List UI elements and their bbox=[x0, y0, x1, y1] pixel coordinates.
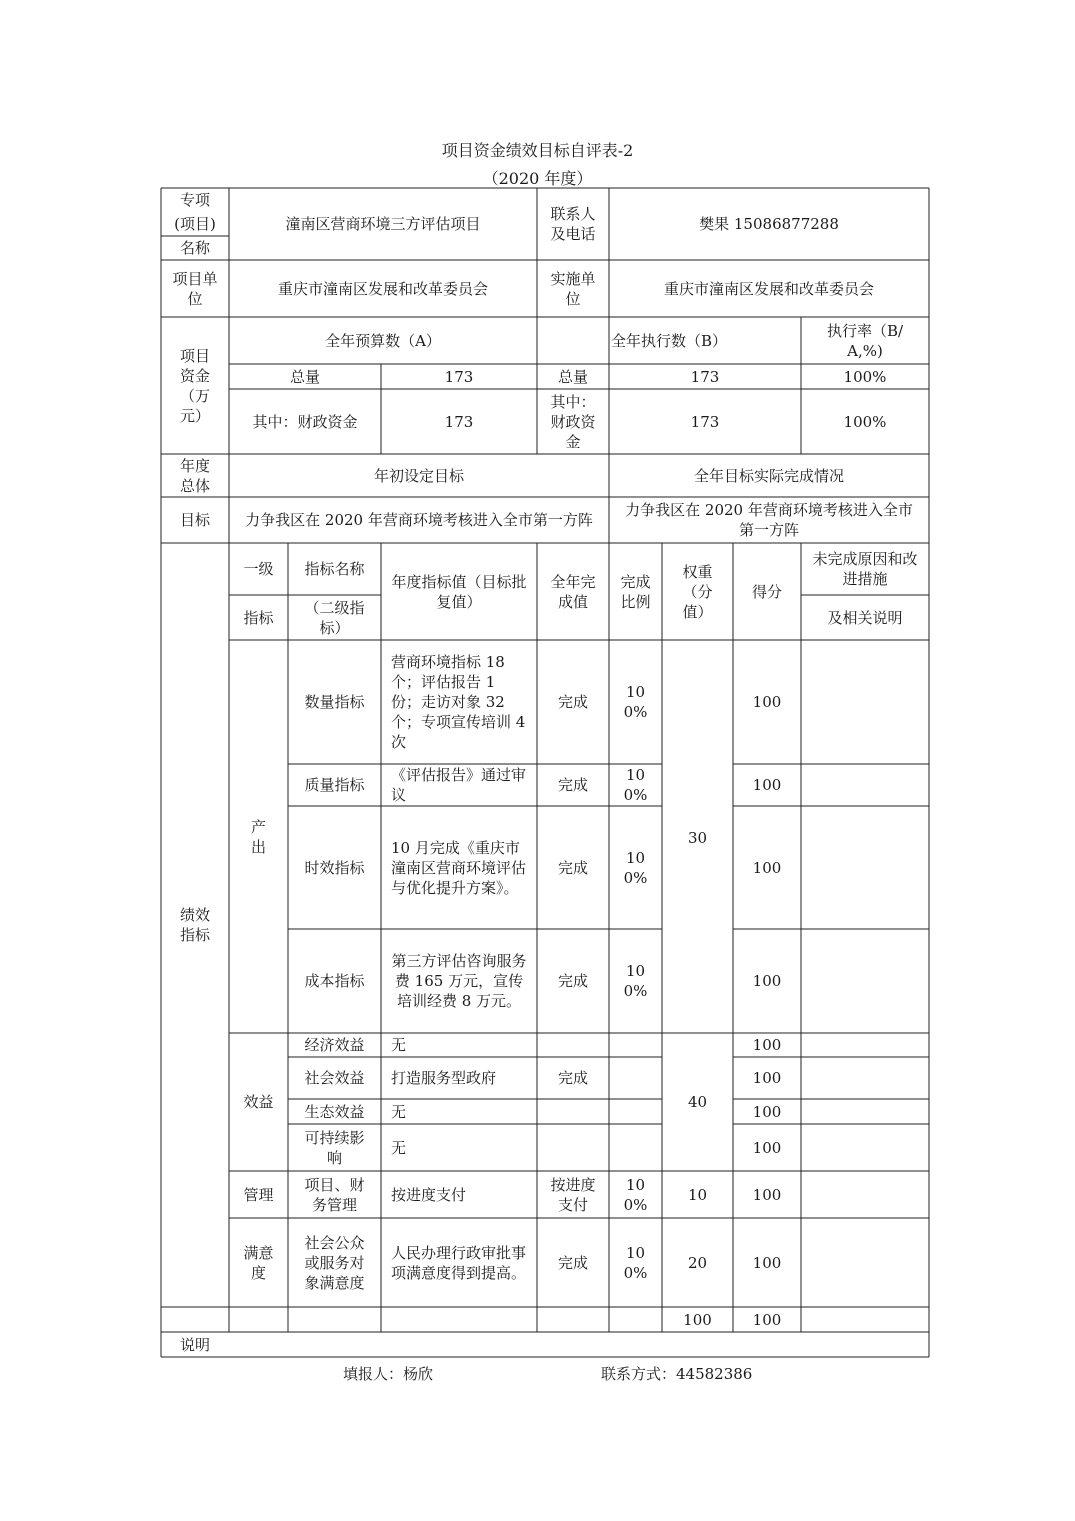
indicator-value: 按进度支付 bbox=[391, 1185, 467, 1204]
impl-unit-label: 实施单位 bbox=[550, 269, 596, 308]
indicator-reason bbox=[801, 806, 929, 929]
total-weight: 100 bbox=[683, 1310, 712, 1329]
header-level1-a: 一级 bbox=[243, 560, 274, 578]
indicator-ratio: 100% bbox=[623, 848, 648, 887]
overall-goal-label: 年度总体 bbox=[179, 456, 210, 495]
indicator-name: 数量指标 bbox=[304, 693, 365, 711]
indicator-value: 《评估报告》通过审议 bbox=[391, 766, 527, 804]
header-value: 年度指标值（目标批复值） bbox=[391, 572, 527, 611]
header-weight: 权重（分值） bbox=[682, 562, 713, 621]
project-name-label-3: 名称 bbox=[179, 239, 210, 257]
indicator-reason bbox=[801, 1218, 929, 1307]
indicator-name: 项目、财务管理 bbox=[304, 1175, 365, 1214]
header-ratio: 完成比例 bbox=[620, 572, 651, 611]
indicator-ratio: 100% bbox=[623, 766, 648, 804]
indicator-done bbox=[537, 1124, 609, 1171]
indicator-reason bbox=[801, 1124, 929, 1171]
contact-value: 樊果 15086877288 bbox=[699, 215, 839, 233]
weight-benefit: 40 bbox=[687, 1093, 708, 1111]
indicator-ratio bbox=[609, 1124, 662, 1171]
project-unit-label: 项目单位 bbox=[172, 269, 218, 308]
indicator-ratio: 100% bbox=[623, 683, 648, 721]
weight-output: 30 bbox=[687, 829, 708, 847]
indicator-ratio: 100% bbox=[623, 1243, 648, 1282]
indicator-done bbox=[537, 1033, 609, 1057]
indicator-score: 100 bbox=[752, 1069, 782, 1087]
exec-header: 全年执行数（B） bbox=[610, 331, 728, 350]
indicator-name: 经济效益 bbox=[304, 1036, 365, 1054]
indicator-value: 第三方评估咨询服务费 165 万元，宣传培训经费 8 万元。 bbox=[391, 952, 527, 1010]
actual-goal-text: 力争我区在 2020 年营商环境考核进入全市第一方阵 bbox=[625, 501, 913, 539]
note-label: 说明 bbox=[179, 1335, 210, 1354]
indicator-reason bbox=[801, 1033, 929, 1057]
project-name: 潼南区营商环境三方评估项目 bbox=[285, 215, 481, 233]
indicator-value: 营商环境指标 18 个；评估报告 1 份；走访对象 32 个；专项宣传培训 4 次 bbox=[391, 653, 526, 751]
total-rate: 100% bbox=[843, 367, 887, 386]
indicator-value: 无 bbox=[391, 1138, 407, 1157]
indicator-done bbox=[537, 1099, 609, 1124]
indicator-name: 可持续影响 bbox=[304, 1128, 365, 1167]
header-reason-a: 未完成原因和改进措施 bbox=[812, 550, 918, 588]
indicator-name: 生态效益 bbox=[304, 1102, 365, 1121]
fiscal-label: 其中：财政资金 bbox=[252, 412, 358, 431]
indicator-score: 100 bbox=[752, 972, 782, 990]
project-unit: 重庆市潼南区发展和改革委员会 bbox=[277, 279, 488, 298]
set-goal-header: 年初设定目标 bbox=[373, 466, 464, 485]
funds-label: 项目资金（万元） bbox=[179, 346, 210, 425]
indicator-value: 打造服务型政府 bbox=[391, 1069, 497, 1087]
contact-label: 联系人及电话 bbox=[550, 205, 596, 243]
group-satisfaction: 满意度 bbox=[243, 1243, 274, 1282]
total-label: 总量 bbox=[289, 367, 320, 386]
project-name-label-1: 专项 bbox=[179, 191, 210, 209]
indicator-ratio bbox=[609, 1057, 662, 1099]
indicator-done: 完成 bbox=[557, 693, 588, 711]
indicator-done: 完成 bbox=[557, 1253, 588, 1272]
filler: 填报人：杨欣 bbox=[343, 1365, 434, 1383]
indicator-value: 无 bbox=[391, 1036, 407, 1054]
indicator-name: 社会公众或服务对象满意度 bbox=[304, 1233, 365, 1292]
fiscal-rate: 100% bbox=[843, 412, 887, 431]
indicator-value: 10 月完成《重庆市潼南区营商环境评估与优化提升方案》。 bbox=[391, 838, 527, 897]
total-exec: 173 bbox=[690, 367, 720, 386]
set-goal-text: 力争我区在 2020 年营商环境考核进入全市第一方阵 bbox=[245, 511, 593, 529]
indicator-done: 完成 bbox=[557, 858, 588, 877]
indicator-done: 按进度支付 bbox=[550, 1175, 596, 1214]
form-year: （2020 年度） bbox=[482, 169, 593, 188]
indicator-score: 100 bbox=[752, 1185, 782, 1204]
group-benefit: 效益 bbox=[243, 1093, 274, 1111]
group-output: 产出 bbox=[250, 817, 266, 856]
indicator-score: 100 bbox=[752, 858, 782, 877]
performance-label: 绩效指标 bbox=[179, 906, 210, 944]
actual-goal-header: 全年目标实际完成情况 bbox=[693, 466, 844, 485]
indicator-ratio bbox=[609, 1099, 662, 1124]
indicator-score: 100 bbox=[752, 1102, 782, 1121]
weight-management: 10 bbox=[687, 1185, 708, 1204]
indicator-reason bbox=[801, 1057, 929, 1099]
indicator-score: 100 bbox=[752, 1138, 782, 1157]
indicator-score: 100 bbox=[752, 693, 782, 711]
indicator-ratio bbox=[609, 1033, 662, 1057]
indicator-reason bbox=[801, 1099, 929, 1124]
indicator-reason bbox=[801, 640, 929, 764]
header-done: 全年完成值 bbox=[550, 572, 596, 611]
indicator-done: 完成 bbox=[557, 1069, 588, 1087]
indicator-ratio: 100% bbox=[623, 962, 648, 1000]
header-level1-b: 指标 bbox=[243, 608, 274, 627]
total-budget: 173 bbox=[444, 367, 474, 386]
header-name-a: 指标名称 bbox=[304, 560, 365, 578]
indicator-reason bbox=[801, 929, 929, 1033]
indicator-done: 完成 bbox=[557, 972, 588, 990]
indicator-value: 无 bbox=[391, 1102, 407, 1121]
note-text bbox=[229, 1332, 929, 1357]
header-reason-b: 及相关说明 bbox=[827, 608, 903, 627]
indicator-reason bbox=[801, 764, 929, 806]
header-name-b: （二级指标） bbox=[304, 598, 365, 637]
weight-satisfaction: 20 bbox=[687, 1253, 708, 1272]
indicator-done: 完成 bbox=[557, 776, 588, 794]
indicator-ratio: 100% bbox=[623, 1175, 648, 1214]
project-name-label-2: (项目) bbox=[174, 215, 216, 233]
indicator-name: 时效指标 bbox=[304, 858, 365, 877]
impl-unit: 重庆市潼南区发展和改革委员会 bbox=[663, 279, 874, 298]
header-score: 得分 bbox=[751, 582, 782, 601]
total-score: 100 bbox=[752, 1310, 782, 1329]
rate-header: 执行率（B/A,%) bbox=[826, 321, 904, 360]
target-label: 目标 bbox=[179, 511, 210, 529]
indicator-name: 社会效益 bbox=[304, 1069, 365, 1087]
indicator-name: 质量指标 bbox=[304, 776, 365, 794]
fiscal-exec-label: 其中：财政资金 bbox=[550, 392, 596, 451]
total-exec-label: 总量 bbox=[557, 367, 588, 386]
filler-contact: 联系方式：44582386 bbox=[601, 1365, 753, 1383]
fiscal-budget: 173 bbox=[444, 412, 474, 431]
indicator-value: 人民办理行政审批事项满意度得到提高。 bbox=[391, 1243, 527, 1282]
indicator-name: 成本指标 bbox=[304, 972, 365, 990]
indicator-score: 100 bbox=[752, 1036, 782, 1054]
form-title: 项目资金绩效目标自评表-2 bbox=[441, 141, 634, 160]
indicator-score: 100 bbox=[752, 776, 782, 794]
budget-header: 全年预算数（A） bbox=[325, 331, 441, 350]
fiscal-exec: 173 bbox=[690, 412, 720, 431]
indicator-score: 100 bbox=[752, 1253, 782, 1272]
indicator-reason bbox=[801, 1171, 929, 1218]
group-management: 管理 bbox=[243, 1185, 274, 1204]
